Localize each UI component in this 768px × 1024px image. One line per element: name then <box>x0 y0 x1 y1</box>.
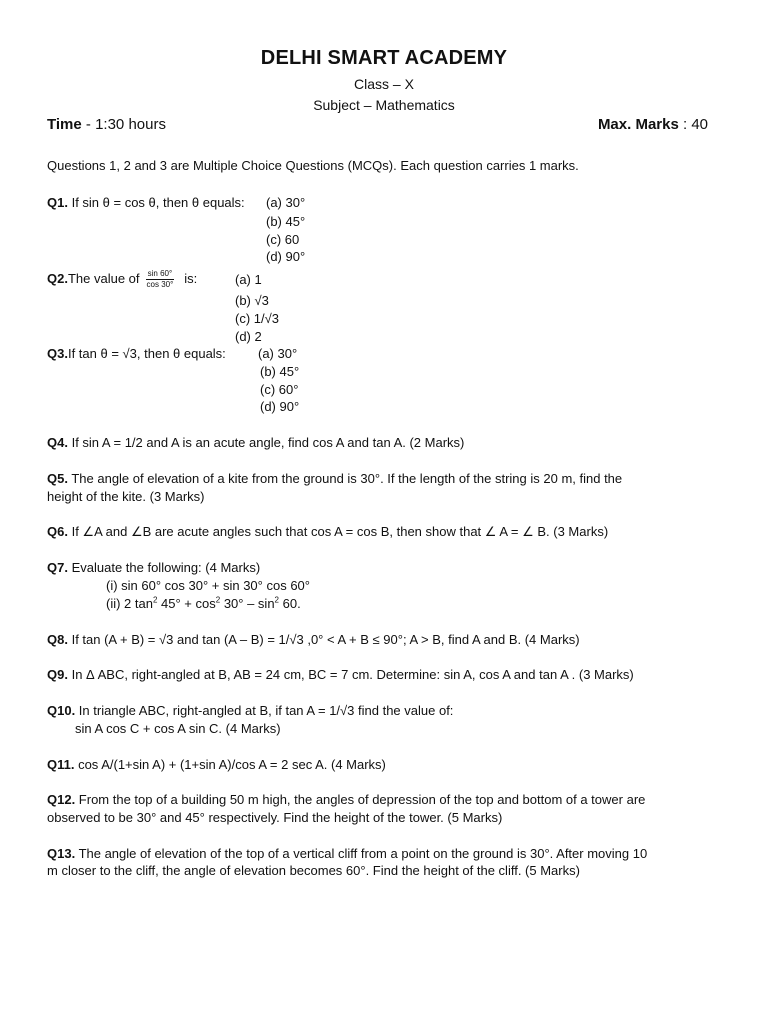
question-1 <box>47 195 245 210</box>
class-line: Class – X <box>354 76 414 92</box>
q7-part-i: (i) sin 60° cos 30° + sin 30° cos 60° <box>106 578 310 593</box>
expression-text: 45° + cos <box>157 596 216 611</box>
question-6 <box>47 524 608 540</box>
question-11 <box>47 757 386 772</box>
question-10 <box>47 703 453 718</box>
instructions: Questions 1, 2 and 3 are Multiple Choice Questions (MCQs). Each question carries 1 marks. <box>47 158 579 173</box>
max-marks-label: Max. Marks <box>597 116 679 133</box>
question-10-continued: sin A cos C + cos A sin C. (4 Marks) <box>75 721 281 736</box>
q2-option-b: (b) √3 <box>235 293 269 308</box>
q3-option-b: (b) 45° <box>260 364 300 379</box>
question-label: Q2. <box>47 271 68 286</box>
question-9 <box>47 667 634 682</box>
question-text: If tan (A + B) = √3 and tan (A – B) = 1/√3 ,0° < A + B ≤ 90°; A > B, find A and B. (4 Marks) <box>67 632 580 647</box>
expression-text: 60. <box>279 596 301 611</box>
question-8 <box>47 632 580 647</box>
question-text: If tan θ = √3, then θ equals: <box>67 346 226 361</box>
q7-part-ii <box>106 596 301 611</box>
question-12-continued: observed to be 30° and 45° respectively. Find the height of the tower. (5 Marks) <box>47 810 503 825</box>
question-13-continued: m closer to the cliff, the angle of elevation becomes 60°. Find the height of the cliff. (5 Marks) <box>47 863 580 878</box>
question-text: The value of <box>67 271 140 286</box>
question-text: cos A/(1+sin A) + (1+sin A)/cos A = 2 sec A. (4 Marks) <box>74 757 386 772</box>
q2-option-c: (c) 1/√3 <box>235 311 279 326</box>
question-5 <box>47 471 622 486</box>
time-label: Time <box>47 116 82 133</box>
max-marks-value: : 40 <box>678 116 708 133</box>
school-name: DELHI SMART ACADEMY <box>260 47 508 69</box>
q3-option-a: (a) 30° <box>258 346 298 361</box>
question-label: Q8. <box>47 632 68 647</box>
question-text: If sin θ = cos θ, then θ equals: <box>67 195 245 210</box>
question-label: Q4. <box>47 435 68 450</box>
question-text: In triangle ABC, right-angled at B, if tan A = 1/√3 find the value of: <box>75 703 454 718</box>
fraction-denominator: cos 30° <box>146 280 174 290</box>
q3-option-d: (d) 90° <box>260 399 300 414</box>
question-label: Q6. <box>47 524 68 539</box>
q1-option-a: (a) 30° <box>266 195 306 210</box>
question-2 <box>47 267 197 291</box>
exponent: 2 <box>215 595 221 605</box>
q1-option-c: (c) 60 <box>266 232 300 247</box>
question-label: Q7. <box>47 560 68 575</box>
time-value: - 1:30 hours <box>81 116 166 133</box>
time-info <box>47 116 166 133</box>
question-text: If ∠A and ∠B are acute angles such that cos A = cos B, then show that ∠ A = ∠ B. (3 Marks) <box>67 524 609 539</box>
q1-option-d: (d) 90° <box>266 249 306 264</box>
q2-option-a: (a) 1 <box>235 272 262 287</box>
fraction <box>146 269 175 290</box>
exponent: 2 <box>274 595 279 605</box>
question-label: Q11. <box>47 757 75 772</box>
question-label: Q5. <box>47 471 68 486</box>
question-text: The angle of elevation of the top of a vertical cliff from a point on the ground is 30°. After moving 10 <box>75 846 648 861</box>
question-text: The angle of elevation of a kite from the ground is 30°. If the length of the string is 20 m, find the <box>67 471 623 486</box>
question-text: If sin A = 1/2 and A is an acute angle, find cos A and tan A. (2 Marks) <box>67 435 465 450</box>
expression-text: (ii) 2 tan <box>106 596 153 611</box>
subject-line: Subject – Mathematics <box>313 97 455 113</box>
question-label: Q10. <box>47 703 76 718</box>
question-4 <box>47 435 464 450</box>
question-label: Q12. <box>47 792 76 807</box>
question-7 <box>47 560 260 575</box>
question-13 <box>47 846 647 861</box>
question-text: In Δ ABC, right-angled at B, AB = 24 cm, BC = 7 cm. Determine: sin A, cos A and tan A . (3 Marks) <box>67 667 634 682</box>
q2-option-d: (d) 2 <box>235 329 262 344</box>
exponent: 2 <box>152 595 158 605</box>
expression-text: 30° – sin <box>220 596 275 611</box>
question-5-continued: height of the kite. (3 Marks) <box>47 489 205 504</box>
question-label: Q3. <box>47 346 68 361</box>
max-marks-info <box>598 116 708 133</box>
q1-option-b: (b) 45° <box>266 214 306 229</box>
fraction-numerator: sin 60° <box>146 269 175 280</box>
question-text: From the top of a building 50 m high, the angles of depression of the top and bottom of a tower are <box>75 792 646 807</box>
q3-option-c: (c) 60° <box>260 382 299 397</box>
question-label: Q1. <box>47 195 68 210</box>
question-12 <box>47 792 645 807</box>
question-3 <box>47 346 226 361</box>
question-label: Q13. <box>47 846 76 861</box>
question-label: Q9. <box>47 667 68 682</box>
question-text: Evaluate the following: (4 Marks) <box>67 560 261 575</box>
question-text-after: is: <box>184 271 198 286</box>
